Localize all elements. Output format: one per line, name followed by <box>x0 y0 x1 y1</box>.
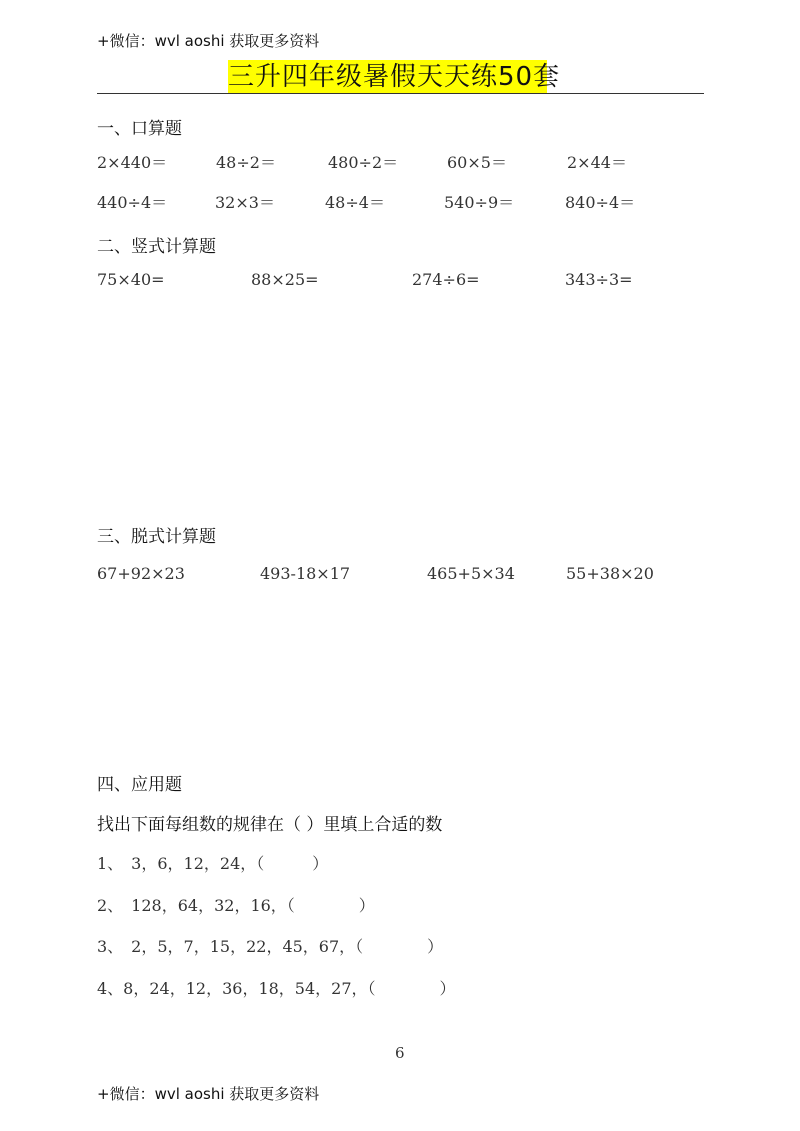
oral-problem: 48÷4＝ <box>325 193 385 212</box>
oral-problem: 2×44＝ <box>567 153 627 172</box>
vertical-problem: 75×40= <box>97 270 165 289</box>
oral-problem: 540÷9＝ <box>444 193 515 212</box>
oral-problem: 2×440＝ <box>97 153 168 172</box>
sequence-problem: 2、 128，64，32，16，（ ） <box>97 896 375 915</box>
oral-problem: 840÷4＝ <box>565 193 636 212</box>
section-stepwise-heading: 三、脱式计算题 <box>97 527 216 547</box>
sequence-problem: 1、 3，6，12，24，（ ） <box>97 854 329 873</box>
stepwise-problem: 55+38×20 <box>566 564 654 583</box>
footer-note: +微信：wvl aoshi 获取更多资料 <box>97 1085 320 1103</box>
page-number: 6 <box>395 1044 405 1062</box>
oral-problem: 60×5＝ <box>447 153 507 172</box>
section-vertical-heading: 二、竖式计算题 <box>97 237 216 257</box>
oral-problem: 480÷2＝ <box>328 153 399 172</box>
oral-problem: 48÷2＝ <box>216 153 276 172</box>
section-application-heading: 四、应用题 <box>97 775 182 795</box>
vertical-problem: 274÷6= <box>412 270 480 289</box>
sequence-problem: 4、8，24，12，36，18，54，27，（ ） <box>97 979 456 998</box>
stepwise-problem: 465+5×34 <box>427 564 515 583</box>
title-rule <box>97 93 704 94</box>
vertical-problem: 343÷3= <box>565 270 633 289</box>
stepwise-problem: 493-18×17 <box>260 564 351 583</box>
header-note: +微信：wvl aoshi 获取更多资料 <box>97 32 320 50</box>
section-oral-heading: 一、口算题 <box>97 119 182 139</box>
page-title: 三升四年级暑假天天练50套 <box>228 62 561 92</box>
vertical-problem: 88×25= <box>251 270 319 289</box>
stepwise-problem: 67+92×23 <box>97 564 185 583</box>
oral-problem: 32×3＝ <box>215 193 275 212</box>
sequence-problem: 3、 2，5，7，15，22，45，67，（ ） <box>97 937 444 956</box>
oral-problem: 440÷4＝ <box>97 193 168 212</box>
application-instruction: 找出下面每组数的规律在（ ）里填上合适的数 <box>97 815 443 835</box>
